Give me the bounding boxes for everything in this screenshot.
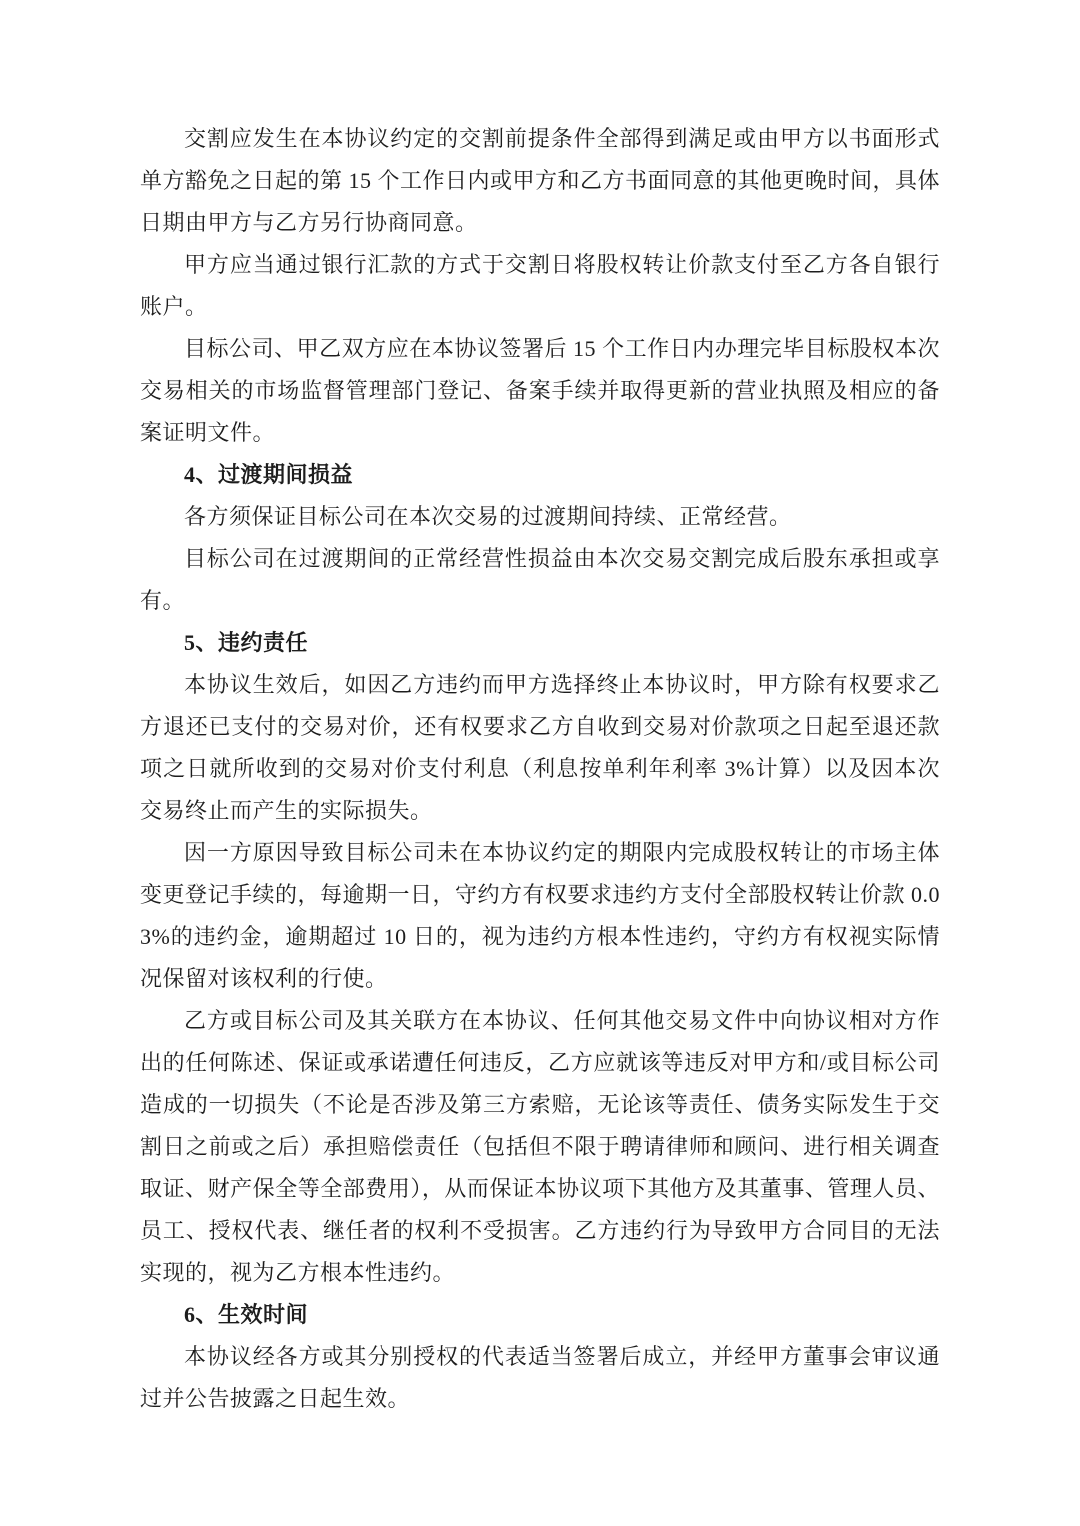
paragraph-payment-method: 甲方应当通过银行汇款的方式于交割日将股权转让价款支付至乙方各自银行账户。 (140, 252, 940, 319)
section-heading-4-transition-pnl: 4、过渡期间损益 (184, 462, 354, 487)
paragraph-overdue-penalty: 因一方原因导致目标公司未在本协议约定的期限内完成股权转让的市场主体变更登记手续的，每逾期一日，守约方有权要求违约方支付全部股权转让价款 0.03%的违约金，逾期超过 10 日的，视为违约方根本性违约，守约方有权视实际情况保留对该权利的行使。 (140, 840, 941, 991)
paragraph-transition-pnl-bearer: 目标公司在过渡期间的正常经营性损益由本次交易交割完成后股东承担或享有。 (140, 546, 940, 613)
section-heading-6-effective-time: 6、生效时间 (184, 1302, 309, 1327)
paragraph-termination-interest: 本协议生效后，如因乙方违约而甲方选择终止本协议时，甲方除有权要求乙方退还已支付的交易对价，还有权要求乙方自收到交易对价款项之日起至退还款项之日就所收到的交易对价支付利息（利息按单利年利率 3%计算）以及因本次交易终止而产生的实际损失。 (140, 672, 940, 823)
paragraph-indemnification: 乙方或目标公司及其关联方在本协议、任何其他交易文件中向协议相对方作出的任何陈述、保证或承诺遭任何违反，乙方应就该等违反对甲方和/或目标公司造成的一切损失（不论是否涉及第三方索赔，无论该等责任、债务实际发生于交割日之前或之后）承担赔偿责任（包括但不限于聘请律师和顾问、进行相关调查取证、财产保全等全部费用），从而保证本协议项下其他方及其董事、管理人员、员工、授权代表、继任者的权利不受损害。乙方违约行为导致甲方合同目的无法实现的，视为乙方根本性违约。 (140, 1008, 940, 1285)
paragraph-closing-conditions: 交割应发生在本协议约定的交割前提条件全部得到满足或由甲方以书面形式单方豁免之日起的第 15 个工作日内或甲方和乙方书面同意的其他更晚时间，具体日期由甲方与乙方另行协商同意。 (140, 126, 941, 235)
paragraph-normal-operation: 各方须保证目标公司在本次交易的过渡期间持续、正常经营。 (184, 504, 792, 529)
paragraph-effectiveness: 本协议经各方或其分别授权的代表适当签署后成立，并经甲方董事会审议通过并公告披露之日起生效。 (140, 1344, 940, 1411)
paragraph-registration-filing: 目标公司、甲乙双方应在本协议签署后 15 个工作日内办理完毕目标股权本次交易相关的市场监督管理部门登记、备案手续并取得更新的营业执照及相应的备案证明文件。 (140, 336, 940, 445)
section-heading-5-breach-liability: 5、违约责任 (184, 630, 309, 655)
contract-text-block (140, 118, 940, 1420)
